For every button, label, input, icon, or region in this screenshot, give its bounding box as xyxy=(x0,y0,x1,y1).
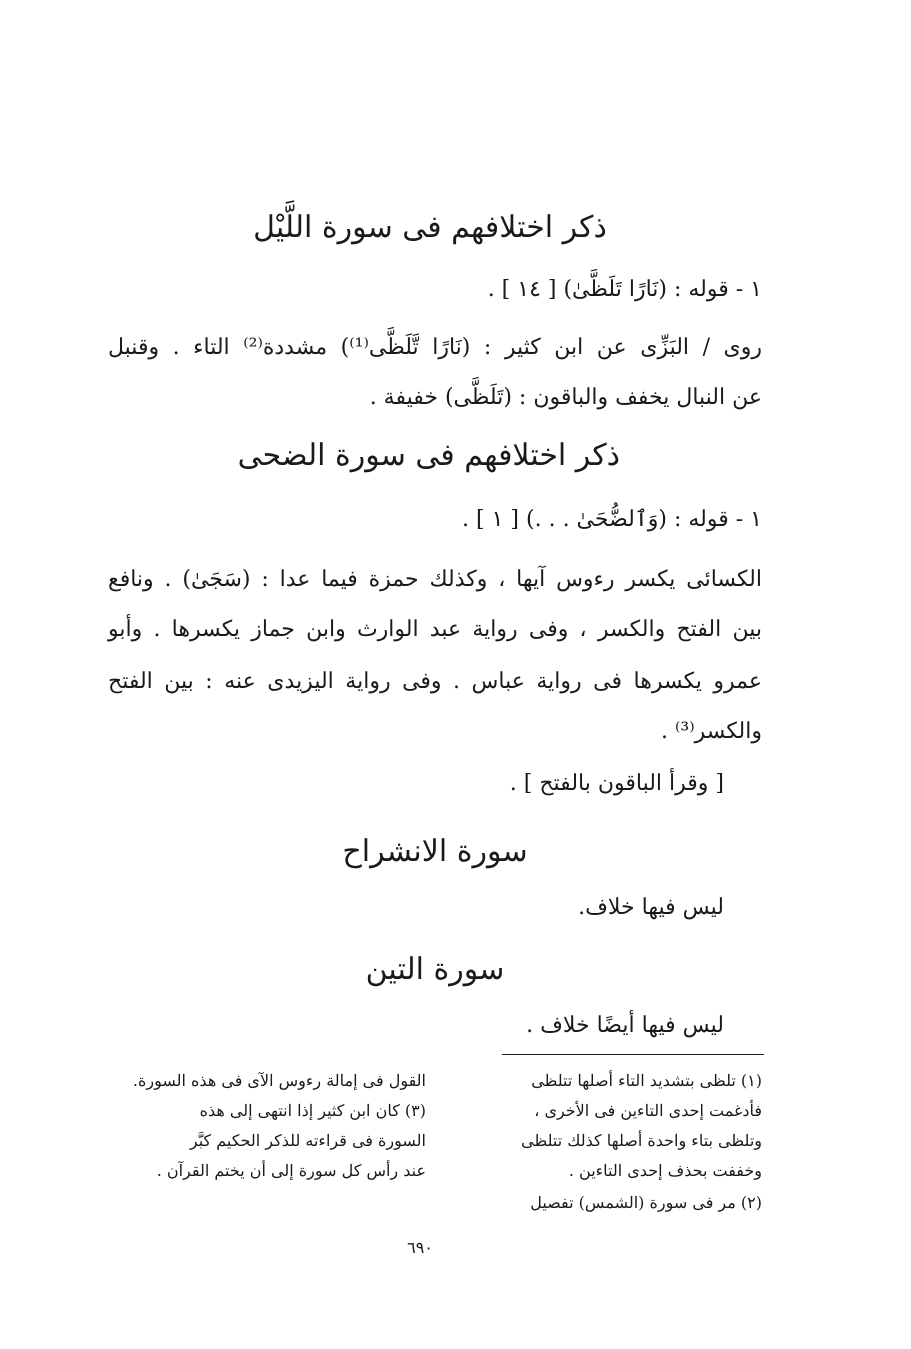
duha-item-1: ١ - قوله : (وَٱلضُّحَىٰ . . .) [ ١ ] . xyxy=(462,507,762,532)
footnote-right-line-1: (١) تلظى بتشديد التاء أصلها تتلظى xyxy=(531,1071,762,1090)
footnote-right-line-5: (٢) مر فى سورة (الشمس) تفصيل xyxy=(530,1193,762,1212)
duha-paragraph-line-4: والكسر⁽³⁾ . xyxy=(661,719,762,744)
footnote-left-line-4: عند رأس كل سورة إلى أن يختم القرآن . xyxy=(156,1161,426,1180)
footnote-left-line-2: (٣) كان ابن كثير إذا انتهى إلى هذه xyxy=(199,1101,426,1120)
duha-paragraph-line-3: عمرو يكسرها فى رواية عباس . وفى رواية اليزيدى عنه : بين الفتح xyxy=(108,669,762,694)
layl-paragraph-line-2: عن النبال يخفف والباقون : (تَلَظَّى) خفيفة . xyxy=(369,385,762,410)
footnote-left-line-3: السورة فى قراءته للذكر الحكيم كبَّر xyxy=(189,1131,426,1150)
footnote-left-line-1: القول فى إمالة رءوس الآى فى هذه السورة. xyxy=(132,1071,426,1090)
footnote-right-line-3: وتلظى بتاء واحدة أصلها كذلك تتلظى xyxy=(521,1131,762,1150)
tin-text: ليس فيها أيضًا خلاف . xyxy=(526,1013,724,1038)
page-number: ٦٩٠ xyxy=(407,1238,433,1257)
footnote-right-line-4: وخففت بحذف إحدى التاءين . xyxy=(568,1161,762,1180)
layl-item-1: ١ - قوله : (نَارًا تَلَظَّىٰ) [ ١٤ ] . xyxy=(487,277,762,302)
footnote-separator xyxy=(502,1054,764,1055)
layl-paragraph-line-1: روى / البَزِّى عن ابن كثير : (نَارًا تَّلَظَّى⁽¹⁾) مشددة⁽²⁾ التاء . وقنبل xyxy=(108,335,762,360)
heading-surat-al-inshirah: سورة الانشراح xyxy=(342,834,528,869)
heading-surat-at-tin: سورة التين xyxy=(365,952,505,987)
inshirah-text: ليس فيها خلاف. xyxy=(578,895,724,920)
heading-surat-al-layl: ذكر اختلافهم فى سورة اللَّيْل xyxy=(253,210,607,245)
duha-paragraph-line-2: بين الفتح والكسر ، وفى رواية عبد الوارث وابن جماز يكسرها . وأبو xyxy=(108,617,762,642)
heading-surat-ad-duha: ذكر اختلافهم فى سورة الضحى xyxy=(237,438,620,473)
footnote-right-line-2: فأدغمت إحدى التاءين فى الأخرى ، xyxy=(534,1101,762,1120)
duha-bracket-note: [ وقرأ الباقون بالفتح ] . xyxy=(509,771,724,796)
duha-paragraph-line-1: الكسائى يكسر رءوس آيها ، وكذلك حمزة فيما عدا : (سَجَىٰ) . ونافع xyxy=(108,567,762,592)
